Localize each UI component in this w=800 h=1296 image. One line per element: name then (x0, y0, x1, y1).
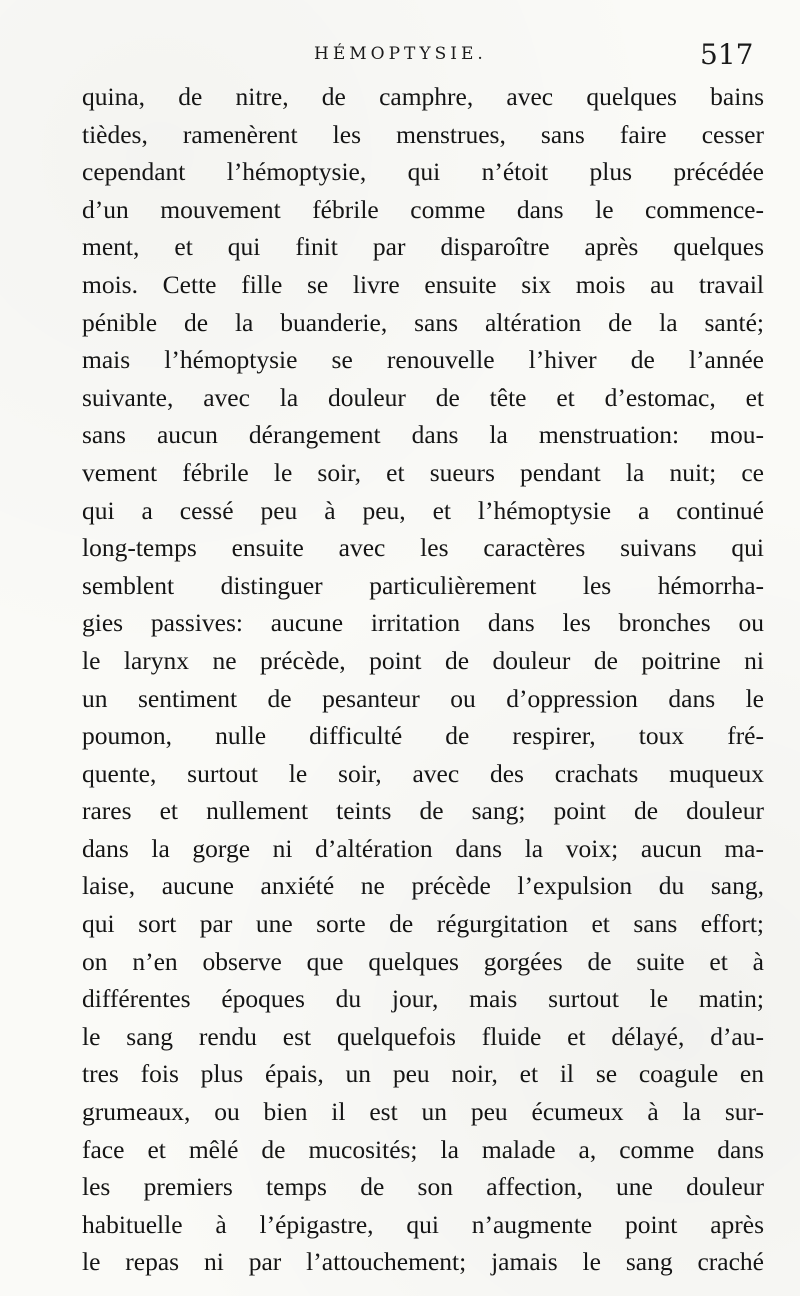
text-line: d’un mouvement fébrile comme dans le commence- (82, 194, 764, 224)
text-line: sans aucun dérangement dans la menstruation: mou- (82, 420, 764, 450)
text-line: qui sort par une sorte de régurgitation et sans effort; (82, 909, 764, 939)
text-line: vement fébrile le soir, et sueurs pendant la nuit; ce (82, 457, 764, 487)
body-text (82, 78, 764, 1281)
text-line: ment, et qui finit par disparoître après quelques (82, 232, 764, 262)
text-line: poumon, nulle difficulté de respirer, toux fré- (82, 721, 764, 751)
text-line: mois. Cette fille se livre ensuite six mois au travail (82, 269, 764, 299)
text-line: laise, aucune anxiété ne précède l’expulsion du sang, (82, 871, 764, 901)
text-line: semblent distinguer particulièrement les hémorrha- (82, 570, 764, 600)
page-number: 517 (700, 38, 754, 71)
text-line: on n’en observe que quelques gorgées de suite et à (82, 946, 764, 976)
text-line: grumeaux, ou bien il est un peu écumeux à la sur- (82, 1097, 764, 1127)
text-line: un sentiment de pesanteur ou d’oppression dans le (82, 683, 764, 713)
text-line: dans la gorge ni d’altération dans la voix; aucun ma- (82, 833, 764, 863)
text-line: suivante, avec la douleur de tête et d’estomac, et (82, 382, 764, 412)
text-line: pénible de la buanderie, sans altération de la santé; (82, 307, 764, 337)
text-line: le sang rendu est quelquefois fluide et délayé, d’au- (82, 1021, 764, 1051)
text-line: gies passives: aucune irritation dans les bronches ou (82, 608, 764, 638)
text-line: long-temps ensuite avec les caractères suivans qui (82, 533, 764, 563)
running-title: HÉMOPTYSIE. (314, 44, 487, 64)
text-line: différentes époques du jour, mais surtout le matin; (82, 984, 764, 1014)
text-line: le repas ni par l’attouchement; jamais le sang craché (82, 1247, 764, 1277)
text-line: le larynx ne précède, point de douleur de poitrine ni (82, 645, 764, 675)
text-line: mais l’hémoptysie se renouvelle l’hiver de l’année (82, 345, 764, 375)
page-header (0, 38, 800, 78)
text-line: cependant l’hémoptysie, qui n’étoit plus précédée (82, 157, 764, 187)
text-line: rares et nullement teints de sang; point de douleur (82, 796, 764, 826)
text-line: habituelle à l’épigastre, qui n’augmente point après (82, 1209, 764, 1239)
text-line: quina, de nitre, de camphre, avec quelques bains (82, 82, 764, 111)
text-line: tres fois plus épais, un peu noir, et il se coagule en (82, 1059, 764, 1089)
text-line: face et mêlé de mucosités; la malade a, comme dans (82, 1134, 764, 1164)
text-line: quente, surtout le soir, avec des crachats muqueux (82, 758, 764, 788)
text-line: les premiers temps de son affection, une douleur (82, 1172, 764, 1202)
text-line: tièdes, ramenèrent les menstrues, sans faire cesser (82, 119, 764, 149)
text-line: qui a cessé peu à peu, et l’hémoptysie a continué (82, 495, 764, 525)
